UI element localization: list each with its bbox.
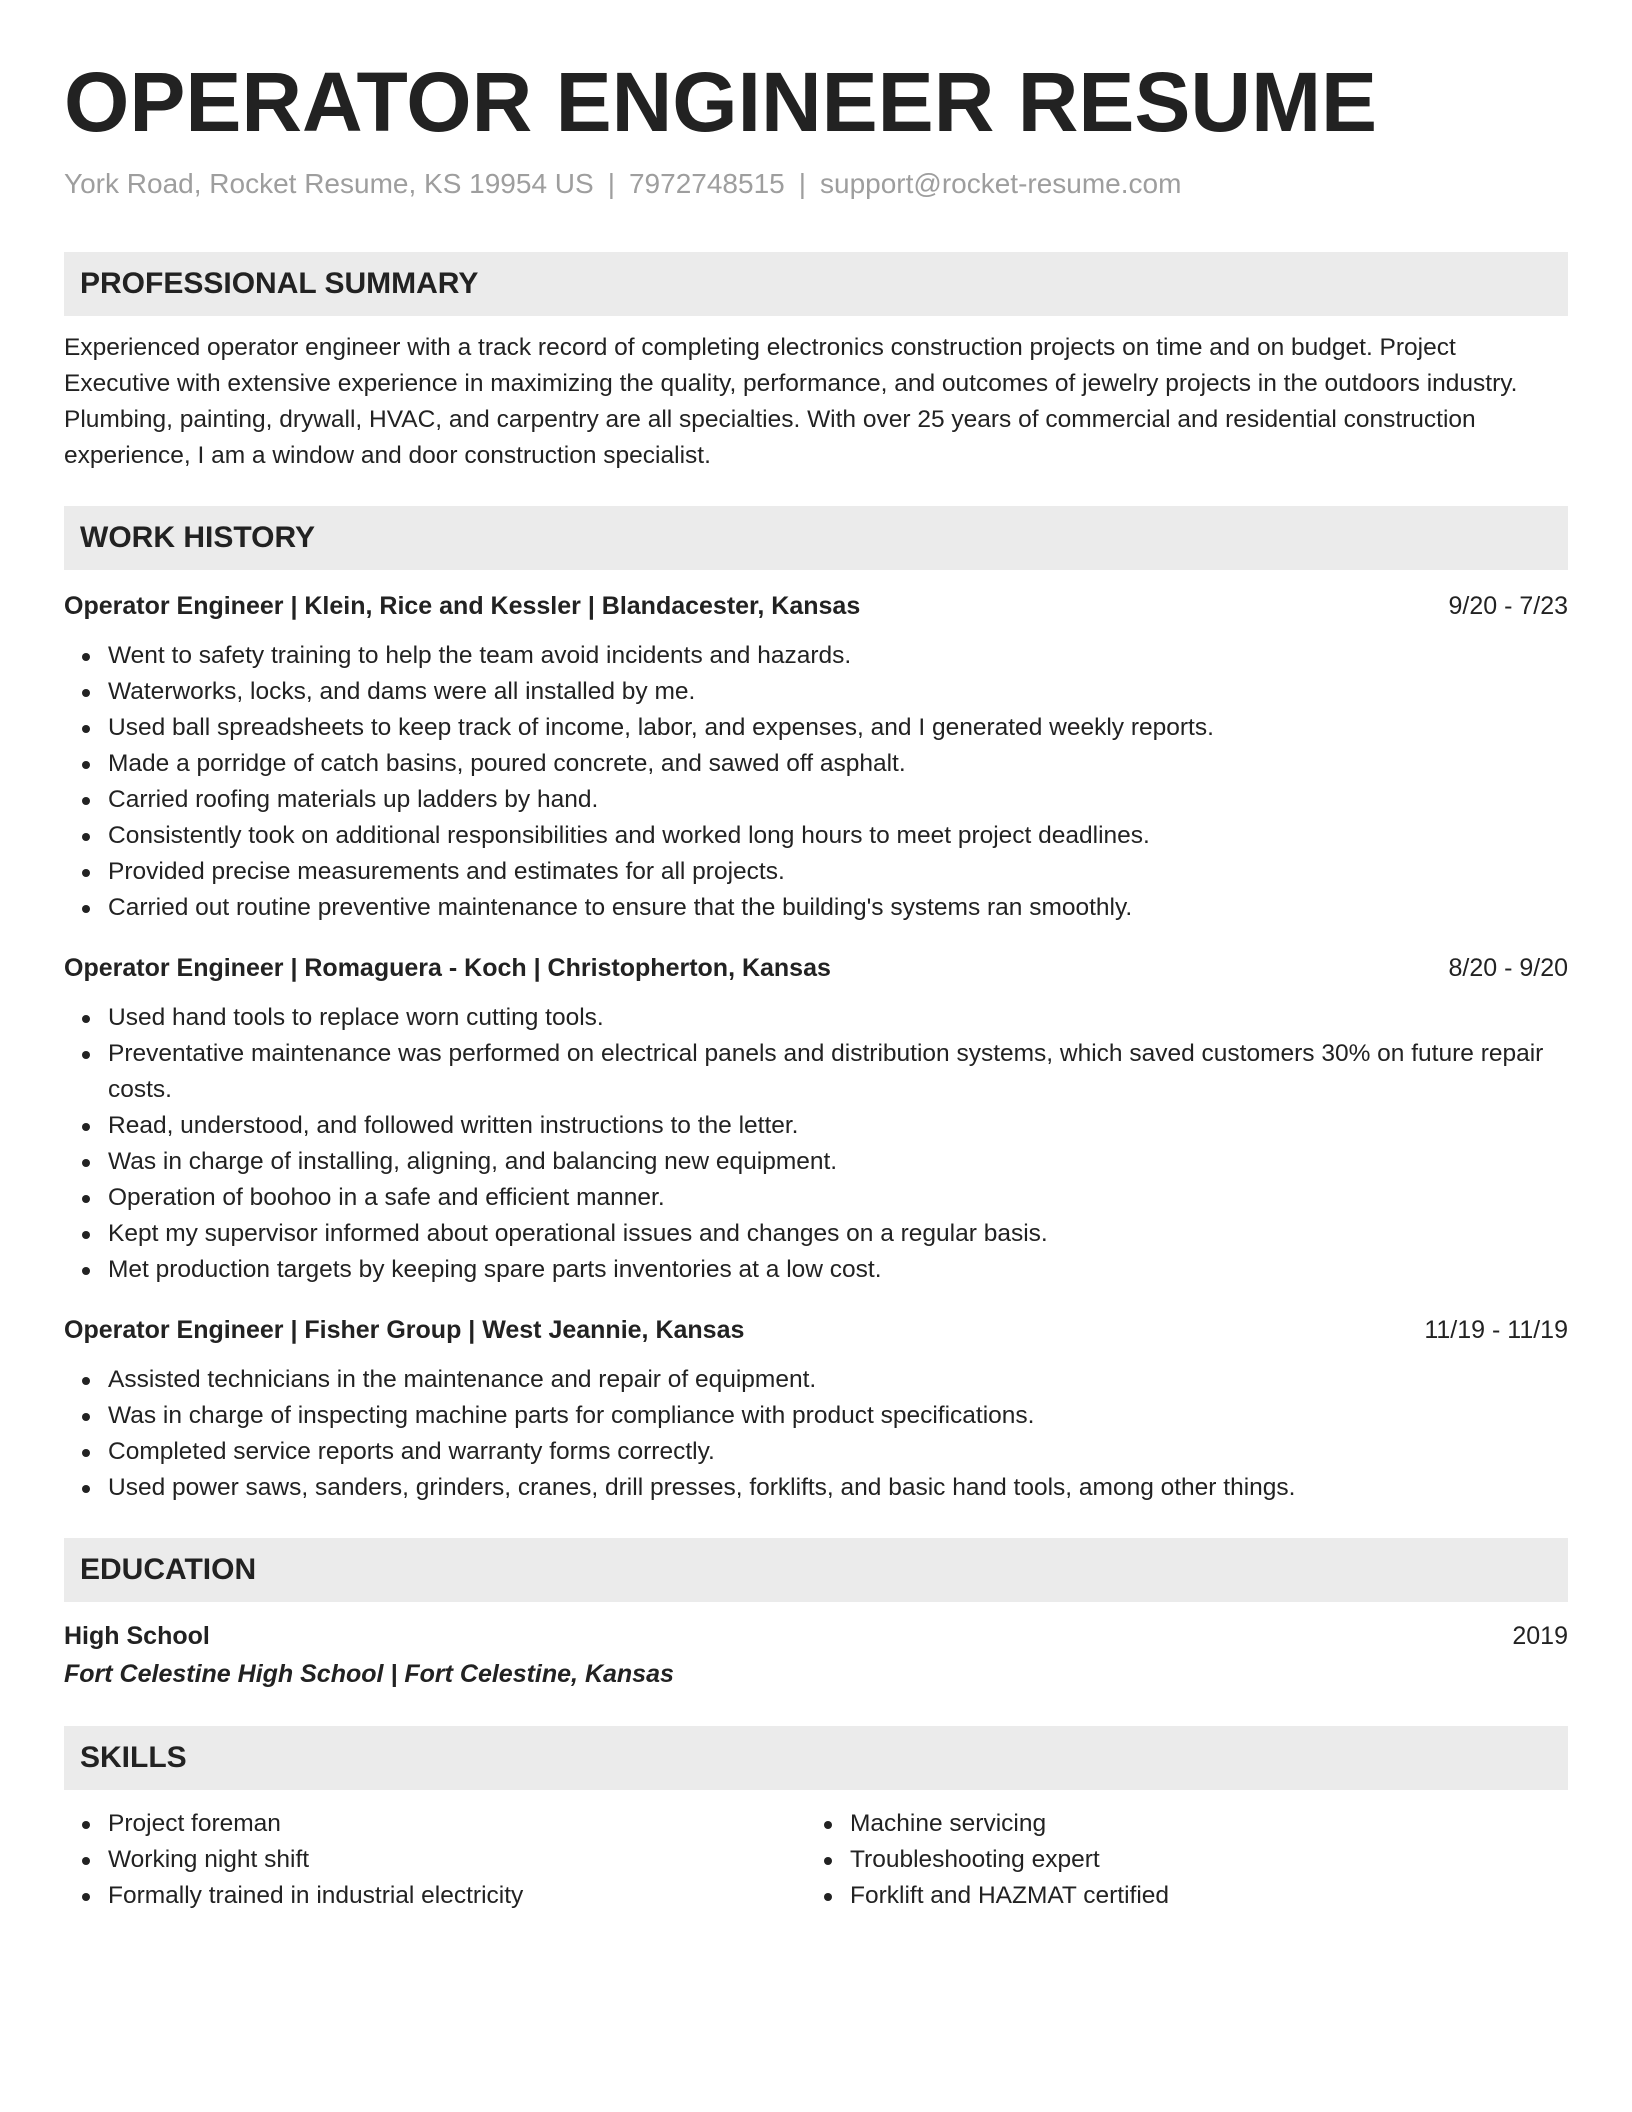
education-degree: High School — [64, 1622, 210, 1650]
contact-email: support@rocket-resume.com — [820, 168, 1182, 199]
list-item: Carried roofing materials up ladders by hand. — [108, 782, 1568, 818]
job-dates: 9/20 - 7/23 — [1448, 592, 1568, 620]
section-heading-education: EDUCATION — [64, 1538, 1568, 1602]
list-item: Completed service reports and warranty forms correctly. — [108, 1434, 1568, 1470]
list-item: Used hand tools to replace worn cutting tools. — [108, 1000, 1568, 1036]
job-entry — [64, 950, 1568, 1288]
section-heading-work: WORK HISTORY — [64, 506, 1568, 570]
list-item: Went to safety training to help the team avoid incidents and hazards. — [108, 638, 1568, 674]
list-item: Waterworks, locks, and dams were all installed by me. — [108, 674, 1568, 710]
skill-item: Formally trained in industrial electricity — [108, 1878, 806, 1914]
summary-text: Experienced operator engineer with a track record of completing electronics construction projects on time and on budget. Project Executive with extensive experience in maximizing the quality, performance, and outcomes of jewelry projects in the outdoors industry. Plumbing, painting, drywall, HVAC, and carpentry are all specialties. With over 25 years of commercial and residential construction experience, I am a window and door construction specialist. — [64, 334, 1518, 469]
list-item: Operation of boohoo in a safe and efficient manner. — [108, 1180, 1568, 1216]
list-item: Assisted technicians in the maintenance and repair of equipment. — [108, 1362, 1568, 1398]
job-bullets — [64, 1362, 1568, 1506]
skills-bullets — [806, 1806, 1548, 1914]
list-item: Read, understood, and followed written instructions to the letter. — [108, 1108, 1568, 1144]
list-item: Met production targets by keeping spare parts inventories at a low cost. — [108, 1252, 1568, 1288]
list-item: Was in charge of installing, aligning, and balancing new equipment. — [108, 1144, 1568, 1180]
job-header — [64, 588, 1568, 624]
job-title: Operator Engineer | Romaguera - Koch | Christopherton, Kansas — [64, 954, 831, 982]
job-dates: 8/20 - 9/20 — [1448, 954, 1568, 982]
list-item: Kept my supervisor informed about operational issues and changes on a regular basis. — [108, 1216, 1568, 1252]
skill-item: Working night shift — [108, 1842, 806, 1878]
skills-list — [64, 1798, 1568, 1914]
job-bullets — [64, 1000, 1568, 1288]
resume-title: OPERATOR ENGINEER RESUME — [64, 55, 1378, 149]
contact-phone: 7972748515 — [628, 168, 785, 199]
list-item: Provided precise measurements and estimates for all projects. — [108, 854, 1568, 890]
job-header — [64, 950, 1568, 986]
job-bullets — [64, 638, 1568, 926]
list-item: Was in charge of inspecting machine parts for compliance with product specifications. — [108, 1398, 1568, 1434]
skills-column-right — [806, 1798, 1548, 1914]
skills-bullets — [64, 1806, 806, 1914]
contact-address: York Road, Rocket Resume, KS 19954 US — [64, 168, 594, 199]
contact-separator: | — [798, 168, 806, 199]
contact-separator: | — [607, 168, 615, 199]
education-header — [64, 1618, 1568, 1654]
skill-item: Project foreman — [108, 1806, 806, 1842]
resume-page — [64, 52, 1568, 1914]
skill-item: Machine servicing — [850, 1806, 1548, 1842]
list-item: Preventative maintenance was performed on electrical panels and distribution systems, which saved customers 30% on future repair costs. — [108, 1036, 1568, 1108]
job-entry — [64, 588, 1568, 926]
list-item: Used ball spreadsheets to keep track of income, labor, and expenses, and I generated weekly reports. — [108, 710, 1568, 746]
list-item: Consistently took on additional responsibilities and worked long hours to meet project deadlines. — [108, 818, 1568, 854]
job-entry — [64, 1312, 1568, 1506]
section-heading-summary: PROFESSIONAL SUMMARY — [64, 252, 1568, 316]
list-item: Carried out routine preventive maintenance to ensure that the building's systems ran smoothly. — [108, 890, 1568, 926]
list-item: Made a porridge of catch basins, poured concrete, and sawed off asphalt. — [108, 746, 1568, 782]
education-school: Fort Celestine High School | Fort Celestine, Kansas — [64, 1660, 674, 1688]
job-header — [64, 1312, 1568, 1348]
education-year: 2019 — [1512, 1622, 1568, 1650]
contact-line — [64, 166, 1568, 202]
list-item: Used power saws, sanders, grinders, cranes, drill presses, forklifts, and basic hand tools, among other things. — [108, 1470, 1568, 1506]
section-heading-skills: SKILLS — [64, 1726, 1568, 1790]
skill-item: Forklift and HAZMAT certified — [850, 1878, 1548, 1914]
skill-item: Troubleshooting expert — [850, 1842, 1548, 1878]
job-dates: 11/19 - 11/19 — [1424, 1316, 1568, 1344]
job-title: Operator Engineer | Klein, Rice and Kessler | Blandacester, Kansas — [64, 592, 861, 620]
skills-column-left — [64, 1798, 806, 1914]
job-title: Operator Engineer | Fisher Group | West Jeannie, Kansas — [64, 1316, 745, 1344]
